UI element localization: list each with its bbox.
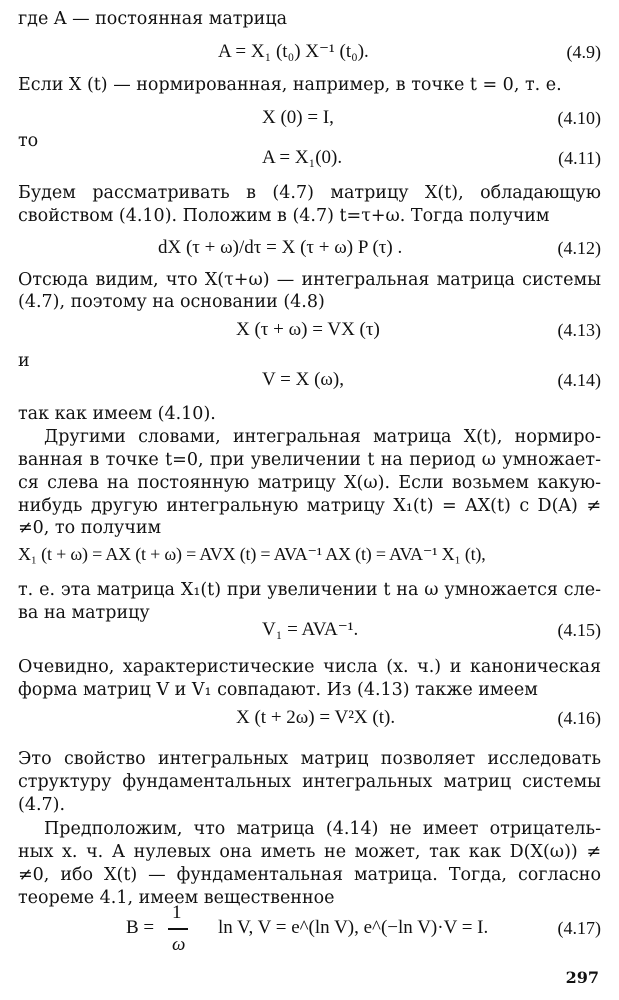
equation-expression: A = X₁ (t₀) X⁻¹ (t₀).: [218, 41, 369, 62]
text-line: ных х. ч. А нулевых она иметь не может, так как D(X(ω)) ≠: [18, 842, 601, 862]
equation-expression: X₁ (t + ω) = AX (t + ω) = AVX (t) = AVA⁻¹ AX (t) = AVA⁻¹ X₁ (t),: [18, 544, 486, 564]
text-line: Очевидно, характеристические числа (х. ч.) и каноническая: [18, 657, 601, 677]
fraction-denominator: ω: [172, 934, 186, 955]
text-line: структуру фундаментальных интегральных матриц системы: [18, 772, 601, 792]
equation-number: (4.11): [558, 148, 601, 168]
text-line: Предположим, что матрица (4.14) не имеет отрицатель-: [44, 819, 601, 839]
equation-number: (4.13): [557, 320, 601, 340]
text-line: Отсюда видим, что X(τ+ω) — интегральная матрица системы: [18, 270, 601, 290]
fraction-bar: [168, 928, 188, 930]
equation-4-16: [18, 706, 601, 730]
equation-expression: X (τ + ω) = VX (τ): [236, 319, 380, 340]
equation-lhs: B =: [126, 917, 155, 938]
text-line: так как имеем (4.10).: [18, 404, 216, 424]
text-line: ва на матрицу: [18, 603, 150, 623]
text-line: Другими словами, интегральная матрица X(t), нормиро-: [44, 427, 601, 447]
text-line: ≠0, ибо X(t) — фундаментальная матрица. Тогда, согласно: [18, 865, 601, 885]
equation-4-17: [18, 916, 601, 940]
equation-4-10: [18, 106, 601, 130]
text-line: форма матриц V и V₁ совпадают. Из (4.13) также имеем: [18, 680, 538, 700]
text-line: (4.7), поэтому на основании (4.8): [18, 292, 325, 312]
equation-4-14: [18, 368, 601, 392]
text-line: Будем рассматривать в (4.7) матрицу X(t), обладающую: [18, 183, 601, 203]
text-line: теореме 4.1, имеем вещественное: [18, 888, 335, 908]
text-line: Если X (t) — нормированная, например, в точке t = 0, т. е.: [18, 75, 562, 95]
equation-number: (4.16): [557, 708, 601, 728]
text-line: (4.7).: [18, 795, 66, 815]
equation-expression: V₁ = AVA⁻¹.: [262, 619, 359, 640]
text-line: Это свойство интегральных матриц позволяет исследовать: [18, 749, 601, 769]
equation-number: (4.9): [566, 42, 601, 62]
text-line: где A — постоянная матрица: [18, 9, 288, 29]
equation-expression: X (0) = I,: [262, 107, 334, 128]
text-line: нибудь другую интегральную матрицу X₁(t) = AX(t) с D(A) ≠: [18, 496, 601, 516]
equation-rhs: ln V, V = e^(ln V), e^(−ln V)·V = I.: [218, 917, 489, 938]
text-line: свойством (4.10). Положим в (4.7) t=τ+ω. Тогда получим: [18, 206, 550, 226]
equation-expression: A = X₁(0).: [262, 147, 343, 168]
equation-number: (4.15): [557, 620, 601, 640]
text-line: то: [18, 131, 39, 151]
equation-number: (4.14): [557, 370, 601, 390]
equation-number: (4.12): [557, 238, 601, 258]
text-line: и: [18, 351, 30, 371]
equation-number: (4.10): [557, 108, 601, 128]
text-line: ся слева на постоянную матрицу X(ω). Если возьмем какую-: [18, 473, 601, 493]
equation-number: (4.17): [557, 918, 601, 938]
equation-expression: V = X (ω),: [262, 369, 344, 390]
equation-4-9: [18, 40, 601, 64]
equation-expression: dX (τ + ω)/dτ = X (τ + ω) P (τ) .: [158, 237, 403, 258]
text-line: ≠0, то получим: [18, 518, 162, 538]
page-number: 297: [565, 968, 599, 987]
equation-4-13: [18, 318, 601, 342]
equation-4-11: [18, 146, 601, 170]
fraction-numerator: 1: [172, 902, 182, 923]
equation-4-15: [18, 618, 601, 642]
text-line: т. е. эта матрица X₁(t) при увеличении t на ω умножается сле-: [18, 580, 601, 600]
equation-4-12: [18, 236, 601, 260]
equation-unnumbered: [18, 542, 601, 566]
equation-expression: X (t + 2ω) = V²X (t).: [236, 707, 396, 728]
text-line: ванная в точке t=0, при увеличении t на период ω умножает-: [18, 450, 601, 470]
